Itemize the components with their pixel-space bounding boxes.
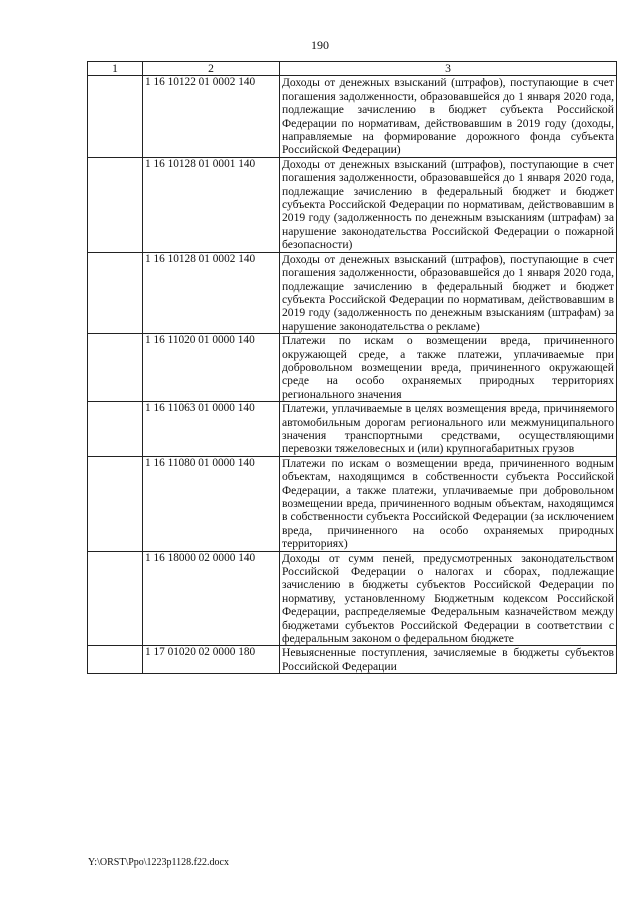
revenue-description-cell: Доходы от денежных взысканий (штрафов), поступающие в счет погашения задолженности, образовавшейся до 1 января 2020 года, подлежащие зачислению в федеральный бюджет и бюджет субъекта Российской Федерации по нормативам, действовавшим в 2019 году (задолженность по денежным взысканиям (штрафам) за нарушение законодательства о рекламе) [280, 252, 617, 333]
column-header-1: 1 [88, 62, 143, 76]
row-number-cell [88, 157, 143, 252]
table-row [88, 402, 617, 457]
revenue-description-cell: Платежи по искам о возмещении вреда, причиненного окружающей среде, а также платежи, уплачиваемые при добровольном возмещении вреда, причиненного окружающей среде на особо охраняемых природных территориях регионального значения [280, 334, 617, 402]
page-number: 190 [311, 38, 329, 52]
document-file-path: Y:\ORST\Ppo\1223p1128.f22.docx [88, 857, 229, 868]
row-number-cell [88, 456, 143, 551]
table-row [88, 76, 617, 157]
budget-classification-table [87, 61, 617, 674]
row-number-cell [88, 76, 143, 157]
table-row [88, 646, 617, 674]
revenue-code-cell: 1 16 11080 01 0000 140 [143, 456, 280, 551]
table-row [88, 551, 617, 646]
table-header-row [88, 62, 617, 76]
revenue-code-cell: 1 16 10128 01 0001 140 [143, 157, 280, 252]
row-number-cell [88, 252, 143, 333]
revenue-code-cell: 1 16 10122 01 0002 140 [143, 76, 280, 157]
table-row [88, 456, 617, 551]
table-row [88, 157, 617, 252]
table-row [88, 252, 617, 333]
revenue-code-cell: 1 16 11063 01 0000 140 [143, 402, 280, 457]
table-row [88, 334, 617, 402]
revenue-description-cell: Невыясненные поступления, зачисляемые в бюджеты субъектов Российской Федерации [280, 646, 617, 674]
revenue-code-cell: 1 16 11020 01 0000 140 [143, 334, 280, 402]
column-header-3: 3 [280, 62, 617, 76]
row-number-cell [88, 646, 143, 674]
row-number-cell [88, 334, 143, 402]
revenue-description-cell: Доходы от денежных взысканий (штрафов), поступающие в счет погашения задолженности, образовавшейся до 1 января 2020 года, подлежащие зачислению в бюджет субъекта Российской Федерации по нормативам, действовавшим в 2019 году (доходы, направляемые на формирование дорожного фонда субъекта Российской Федерации) [280, 76, 617, 157]
revenue-description-cell: Платежи по искам о возмещении вреда, причиненного водным объектам, находящимся в собственности субъекта Российской Федерации, а также платежи, уплачиваемые при добровольном возмещении вреда, причиненного водным объектам, находящимся в собственности субъекта Российской Федерации (за исключением вреда, причиненного на особо охраняемых природных территориях) [280, 456, 617, 551]
revenue-description-cell: Платежи, уплачиваемые в целях возмещения вреда, причиняемого автомобильным дорогам регионального или межмуниципального значения транспортными средствами, осуществляющими перевозки тяжеловесных и (или) крупногабаритных грузов [280, 402, 617, 457]
revenue-description-cell: Доходы от денежных взысканий (штрафов), поступающие в счет погашения задолженности, образовавшейся до 1 января 2020 года, подлежащие зачислению в федеральный бюджет и бюджет субъекта Российской Федерации по нормативам, действовавшим в 2019 году (задолженность по денежным взысканиям (штрафам) за нарушение законодательства Российской Федерации о пожарной безопасности) [280, 157, 617, 252]
revenue-code-cell: 1 17 01020 02 0000 180 [143, 646, 280, 674]
revenue-description-cell: Доходы от сумм пеней, предусмотренных законодательством Российской Федерации о налогах и сборах, подлежащие зачислению в бюджеты субъектов Российской Федерации по нормативу, установленному Бюджетным кодексом Российской Федерации, распределяемые Федеральным казначейством между бюджетами субъектов Российской Федерации в соответствии с федеральным законом о федеральном бюджете [280, 551, 617, 646]
column-header-2: 2 [143, 62, 280, 76]
row-number-cell [88, 402, 143, 457]
revenue-code-cell: 1 16 18000 02 0000 140 [143, 551, 280, 646]
revenue-code-cell: 1 16 10128 01 0002 140 [143, 252, 280, 333]
row-number-cell [88, 551, 143, 646]
